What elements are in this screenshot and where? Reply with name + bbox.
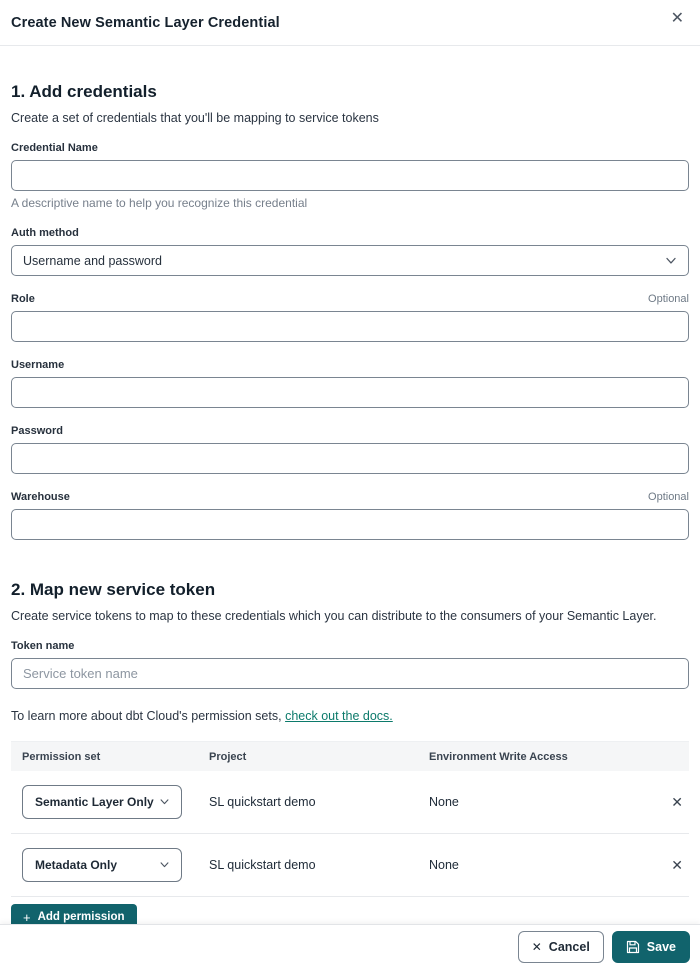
section1-heading: 1. Add credentials: [11, 82, 157, 101]
modal-header: [0, 0, 700, 46]
col-header-permission-set: Permission set: [22, 750, 101, 763]
save-disk-icon: [626, 940, 640, 954]
col-header-environment-write-access: Environment Write Access: [429, 750, 568, 763]
chevron-down-icon: [666, 257, 676, 264]
modal-title: Create New Semantic Layer Credential: [11, 14, 280, 31]
token-name-field-group: [11, 640, 689, 689]
role-field-group: [11, 293, 689, 342]
project-cell: SL quickstart demo: [209, 858, 316, 872]
credential-name-label: Credential Name: [11, 142, 98, 154]
token-name-input[interactable]: [11, 658, 689, 689]
credential-name-input[interactable]: [11, 160, 689, 191]
section1-description: Create a set of credentials that you'll be mapping to service tokens: [11, 111, 379, 125]
add-permission-label: Add permission: [37, 911, 125, 923]
remove-permission-icon[interactable]: ✕: [671, 794, 683, 810]
username-field-group: [11, 359, 689, 408]
table-row: [11, 834, 689, 897]
permissions-table-header: [11, 741, 689, 771]
modal-body: [0, 46, 700, 930]
permission-set-select[interactable]: [22, 785, 182, 819]
username-input[interactable]: [11, 377, 689, 408]
permission-set-selected-value: Metadata Only: [35, 858, 118, 872]
role-input[interactable]: [11, 311, 689, 342]
section2-heading: 2. Map new service token: [11, 580, 216, 599]
environment-write-access-cell: None: [429, 858, 459, 872]
permission-set-select[interactable]: [22, 848, 182, 882]
save-button[interactable]: [612, 931, 690, 963]
section-map-service-token: [11, 580, 689, 930]
project-cell: SL quickstart demo: [209, 795, 316, 809]
cancel-button[interactable]: [518, 931, 604, 963]
role-optional-tag: Optional: [648, 293, 689, 305]
warehouse-field-group: [11, 491, 689, 540]
auth-method-select[interactable]: [11, 245, 689, 276]
auth-method-field-group: [11, 227, 689, 276]
username-label: Username: [11, 359, 65, 371]
warehouse-input[interactable]: [11, 509, 689, 540]
table-row: [11, 771, 689, 834]
credential-name-field-group: [11, 142, 689, 210]
password-field-group: [11, 425, 689, 474]
save-label: Save: [646, 939, 676, 954]
remove-permission-icon[interactable]: ✕: [671, 857, 683, 873]
permission-set-selected-value: Semantic Layer Only: [35, 795, 154, 809]
plus-icon: +: [23, 909, 31, 925]
credential-name-helper: A descriptive name to help you recognize this credential: [11, 196, 308, 210]
token-name-label: Token name: [11, 640, 75, 652]
section-add-credentials: [11, 82, 689, 540]
auth-method-selected-value: Username and password: [23, 253, 162, 268]
modal-footer: [0, 924, 700, 968]
cancel-x-icon: ✕: [531, 939, 542, 954]
docs-text: To learn more about dbt Cloud's permission sets,: [11, 709, 286, 723]
role-label: Role: [11, 293, 35, 305]
permission-docs-line: [11, 709, 689, 724]
docs-link[interactable]: check out the docs.: [285, 709, 393, 723]
warehouse-optional-tag: Optional: [648, 491, 689, 503]
password-input[interactable]: [11, 443, 689, 474]
section2-description: Create service tokens to map to these credentials which you can distribute to the consumers of your Semantic Layer.: [11, 609, 657, 623]
password-label: Password: [11, 425, 63, 437]
auth-method-label: Auth method: [11, 227, 79, 239]
permissions-table: [11, 741, 689, 897]
close-icon[interactable]: ✕: [667, 7, 688, 31]
chevron-down-icon: [160, 799, 169, 805]
chevron-down-icon: [160, 862, 169, 868]
environment-write-access-cell: None: [429, 795, 459, 809]
col-header-project: Project: [209, 750, 247, 763]
cancel-label: Cancel: [548, 939, 590, 954]
warehouse-label: Warehouse: [11, 491, 70, 503]
